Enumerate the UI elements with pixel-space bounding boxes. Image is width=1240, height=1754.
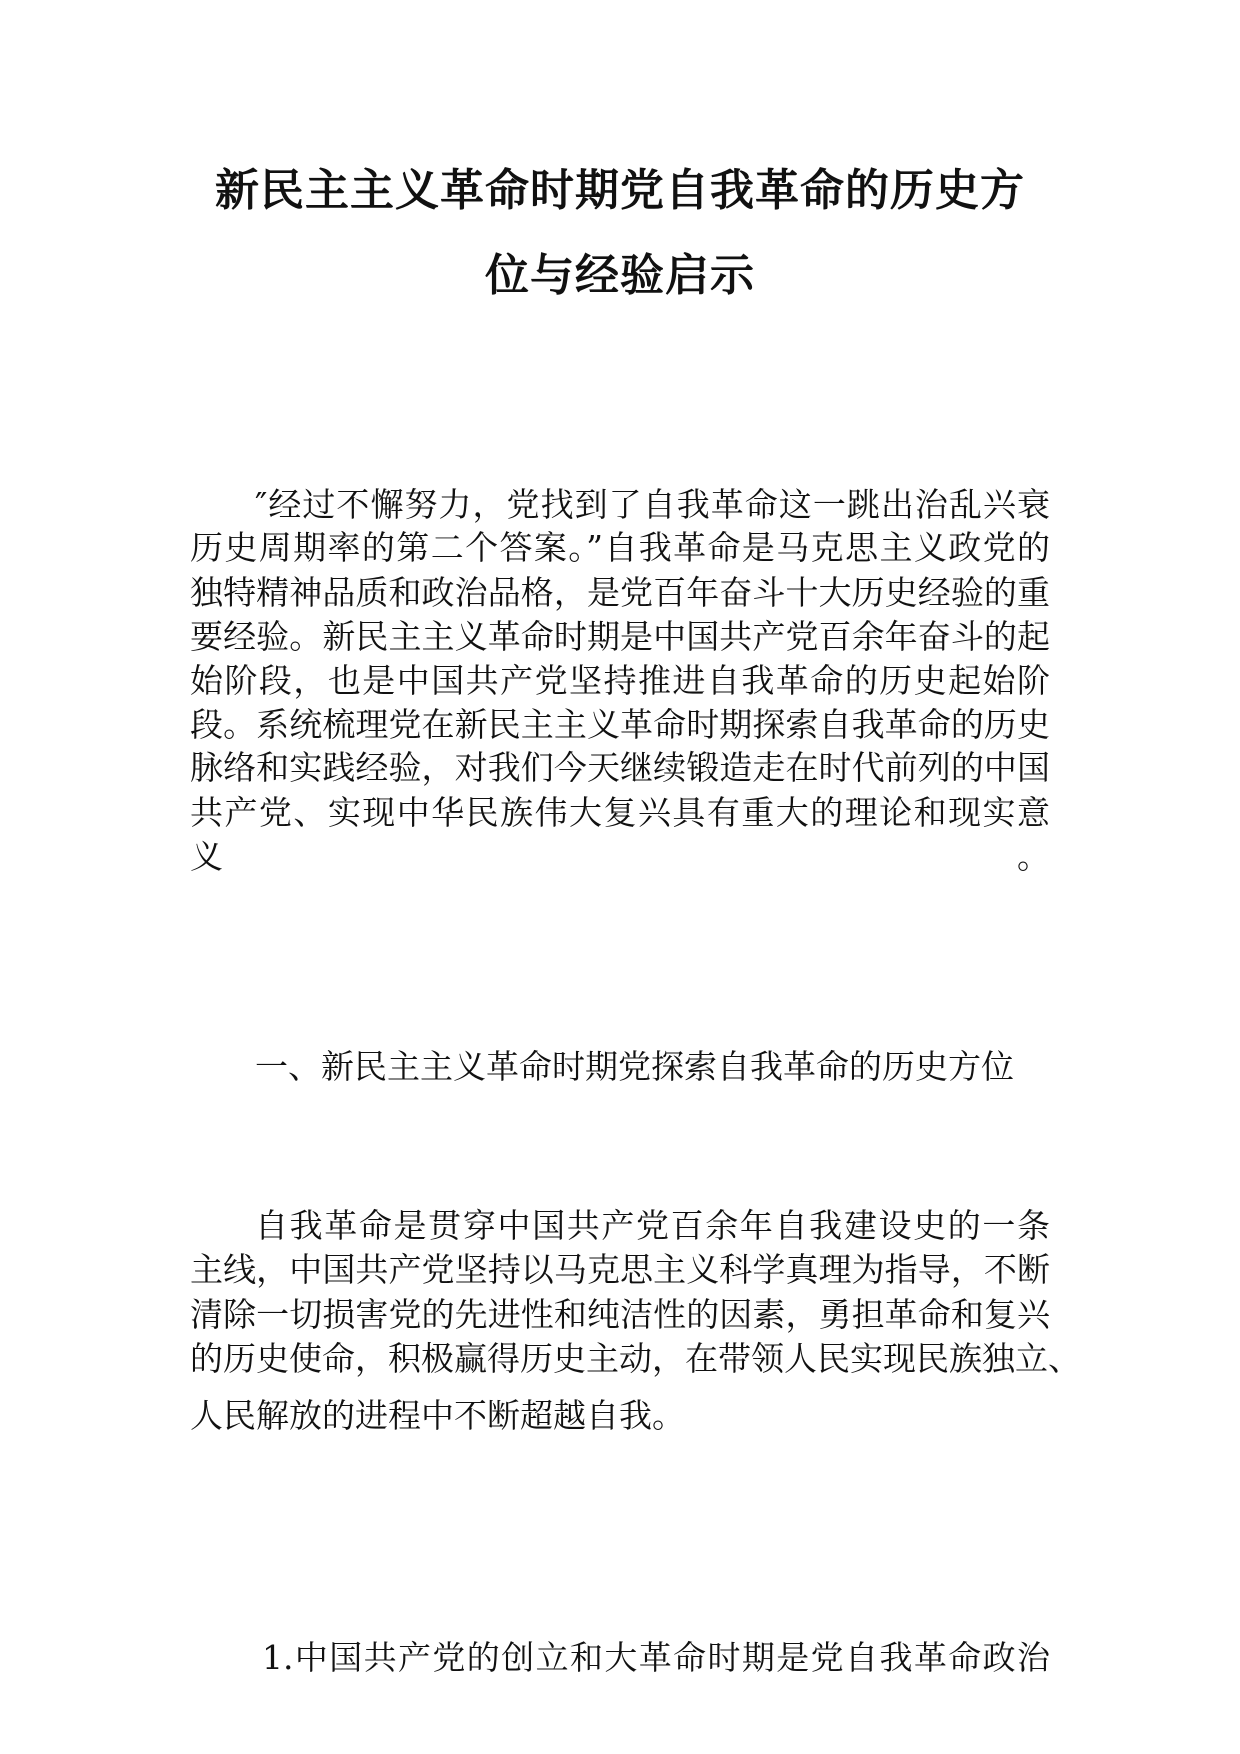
paragraph-1-line: 历史周期率的第二个答案。”自我革命是马克思主义政党的 [190,528,1050,567]
paragraph-1-line: 独特精神品质和政治品格，是党百年奋斗十大历史经验的重 [190,573,1050,612]
paragraph-2-line: 人民解放的进程中不断超越自我。 [190,1396,685,1435]
paragraph-2-line: 主线，中国共产党坚持以马克思主义科学真理为指导，不断 [190,1250,1050,1289]
paragraph-2-line: 的历史使命，积极赢得历史主动，在带领人民实现民族独立、 [190,1339,1081,1378]
paragraph-1-line: 义。 [190,837,1050,876]
document-title-line-1: 新民主主义革命时期党自我革命的历史方 [215,165,1025,216]
paragraph-1-line: ″经过不懈努力，党找到了自我革命这一跳出治乱兴衰 [255,485,1050,524]
document-title-line-2: 位与经验启示 [485,250,755,301]
paragraph-2-line: 清除一切损害党的先进性和纯洁性的因素，勇担革命和复兴 [190,1295,1050,1334]
paragraph-1-line: 始阶段，也是中国共产党坚持推进自我革命的历史起始阶 [190,661,1050,700]
section-heading: 一、新民主主义革命时期党探索自我革命的历史方位 [255,1047,1014,1086]
paragraph-1-line: 段。系统梳理党在新民主主义革命时期探索自我革命的历史 [190,705,1050,744]
paragraph-1-line: 共产党、实现中华民族伟大复兴具有重大的理论和现实意 [190,793,1050,832]
paragraph-1-line: 要经验。新民主主义革命时期是中国共产党百余年奋斗的起 [190,617,1050,656]
paragraph-1-line: 脉络和实践经验，对我们今天继续锻造走在时代前列的中国 [190,748,1050,787]
subheading: 1.中国共产党的创立和大革命时期是党自我革命政治 [262,1638,1050,1677]
paragraph-2-line: 自我革命是贯穿中国共产党百余年自我建设史的一条 [255,1206,1050,1245]
